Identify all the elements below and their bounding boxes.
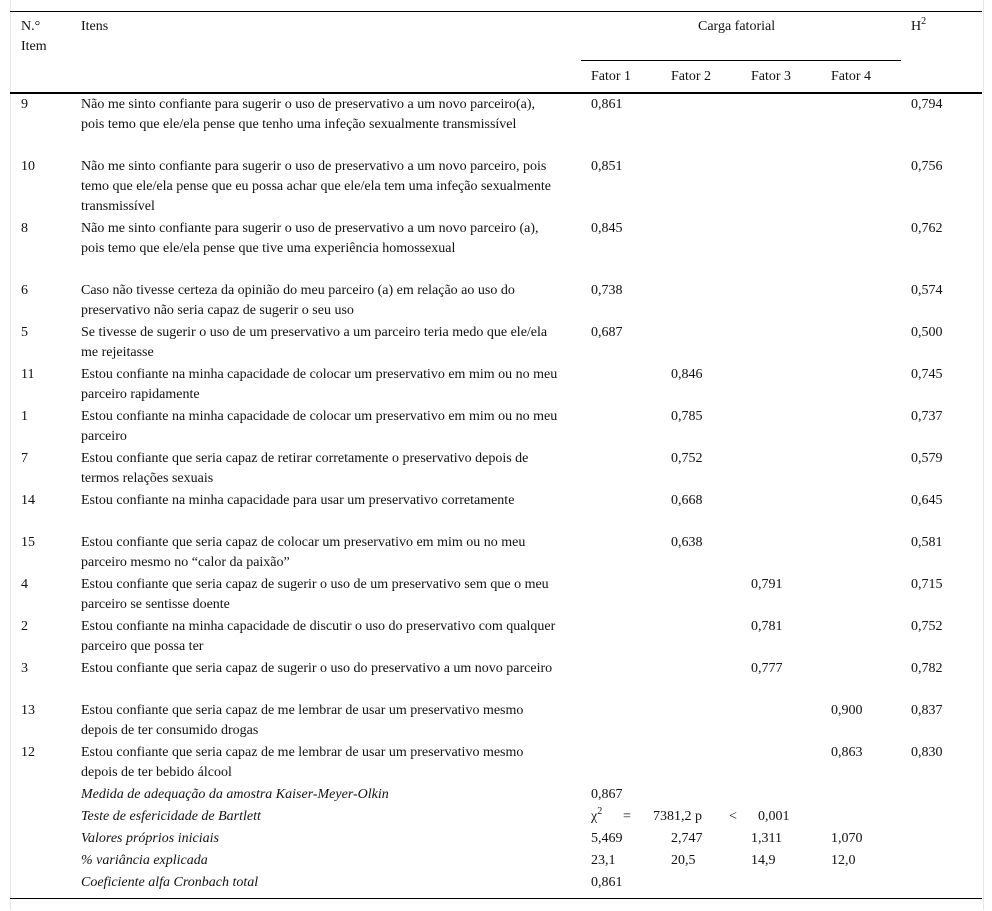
row-item-text: Não me sinto confiante para sugerir o uso de preservativo a um novo parceiro, pois temo que ele/ela pense que eu possa achar que ele/ela tem uma infeção sexualmente transmissível xyxy=(81,159,551,214)
row-h2: 0,782 xyxy=(911,661,943,676)
row-item-text: Não me sinto confiante para sugerir o uso de preservativo a um novo parceiro (a), pois temo que ele/ela pense que tive uma experiência homossexual xyxy=(81,221,539,256)
row-number: 15 xyxy=(21,535,35,550)
header-items: Itens xyxy=(81,19,109,34)
bartlett-chi xyxy=(591,807,602,827)
row-number: 4 xyxy=(21,577,28,592)
row-number: 10 xyxy=(21,159,35,174)
row-h2: 0,830 xyxy=(911,745,943,760)
header-fator-4: Fator 4 xyxy=(831,69,872,84)
bartlett-label: Teste de esfericidade de Bartlett xyxy=(81,809,261,824)
eigen-f1: 5,469 xyxy=(591,831,623,846)
row-number: 1 xyxy=(21,409,28,424)
row-h2: 0,794 xyxy=(911,97,943,112)
row-item-text: Caso não tivesse certeza da opinião do meu parceiro (a) em relação ao uso do preservativo não seria capaz de sugerir o seu uso xyxy=(81,283,515,318)
row-item-text: Estou confiante que seria capaz de retirar corretamente o preservativo depois de termos relações sexuais xyxy=(81,451,529,486)
kmo-label: Medida de adequação da amostra Kaiser-Meyer-Olkin xyxy=(81,787,389,802)
row-fator-2: 0,668 xyxy=(671,493,703,508)
row-item-text: Estou confiante que seria capaz de sugerir o uso do preservativo a um novo parceiro xyxy=(81,661,553,676)
variance-f1: 23,1 xyxy=(591,853,616,868)
row-fator-2: 0,638 xyxy=(671,535,703,550)
header-num-2: Item xyxy=(21,39,47,54)
row-h2: 0,645 xyxy=(911,493,943,508)
row-number: 11 xyxy=(21,367,35,382)
row-h2: 0,581 xyxy=(911,535,943,550)
row-fator-3: 0,777 xyxy=(751,661,783,676)
eigen-f2: 2,747 xyxy=(671,831,703,846)
header-fator-1: Fator 1 xyxy=(591,69,632,84)
row-item-text: Estou confiante na minha capacidade de discutir o uso do preservativo com qualquer parceiro que possa ter xyxy=(81,619,556,654)
bartlett-lt: < xyxy=(729,809,737,824)
row-number: 2 xyxy=(21,619,28,634)
row-number: 13 xyxy=(21,703,35,718)
row-h2: 0,574 xyxy=(911,283,943,298)
top-rule xyxy=(10,11,982,12)
variance-label: % variância explicada xyxy=(81,853,208,868)
header-rule xyxy=(10,92,982,94)
row-h2: 0,745 xyxy=(911,367,943,382)
eigen-label: Valores próprios iniciais xyxy=(81,831,219,846)
row-fator-1: 0,861 xyxy=(591,97,623,112)
row-fator-1: 0,851 xyxy=(591,159,623,174)
row-item-text: Estou confiante que seria capaz de colocar um preservativo em mim ou no meu parceiro mesmo no “calor da paixão” xyxy=(81,535,526,570)
row-fator-1: 0,738 xyxy=(591,283,623,298)
row-h2: 0,737 xyxy=(911,409,943,424)
row-number: 14 xyxy=(21,493,35,508)
row-item-text: Estou confiante que seria capaz de sugerir o uso de um preservativo sem que o meu parceiro se sentisse doente xyxy=(81,577,549,612)
row-fator-4: 0,900 xyxy=(831,703,863,718)
row-h2: 0,762 xyxy=(911,221,943,236)
header-h2-sup: 2 xyxy=(921,16,927,27)
variance-f3: 14,9 xyxy=(751,853,776,868)
row-number: 12 xyxy=(21,745,35,760)
row-number: 6 xyxy=(21,283,28,298)
row-fator-3: 0,781 xyxy=(751,619,783,634)
row-fator-2: 0,846 xyxy=(671,367,703,382)
bartlett-p: 0,001 xyxy=(758,809,790,824)
header-carga: Carga fatorial xyxy=(698,19,776,34)
row-h2: 0,752 xyxy=(911,619,943,634)
header-fator-3: Fator 3 xyxy=(751,69,792,84)
variance-f2: 20,5 xyxy=(671,853,696,868)
chi-symbol: χ xyxy=(591,809,598,824)
header-h2 xyxy=(911,17,926,37)
chi-sup: 2 xyxy=(597,806,603,817)
eigen-f4: 1,070 xyxy=(831,831,863,846)
bottom-rule xyxy=(10,898,982,899)
row-h2: 0,715 xyxy=(911,577,943,592)
row-fator-1: 0,845 xyxy=(591,221,623,236)
row-number: 5 xyxy=(21,325,28,340)
bartlett-value: 7381,2 p xyxy=(653,809,702,824)
row-h2: 0,837 xyxy=(911,703,943,718)
row-h2: 0,756 xyxy=(911,159,943,174)
header-h2-base: H xyxy=(911,19,922,34)
row-fator-4: 0,863 xyxy=(831,745,863,760)
row-number: 9 xyxy=(21,97,28,112)
row-h2: 0,579 xyxy=(911,451,943,466)
row-h2: 0,500 xyxy=(911,325,943,340)
header-fator-2: Fator 2 xyxy=(671,69,712,84)
row-fator-3: 0,791 xyxy=(751,577,783,592)
row-item-text: Se tivesse de sugerir o uso de um preservativo a um parceiro teria medo que ele/ela me rejeitasse xyxy=(81,325,548,360)
row-fator-2: 0,752 xyxy=(671,451,703,466)
alpha-label: Coeficiente alfa Cronbach total xyxy=(81,875,259,890)
carga-rule xyxy=(581,60,901,61)
eigen-f3: 1,311 xyxy=(751,831,782,846)
bartlett-eq: = xyxy=(623,809,631,824)
row-item-text: Estou confiante na minha capacidade de colocar um preservativo em mim ou no meu parceiro xyxy=(81,409,558,444)
row-item-text: Não me sinto confiante para sugerir o uso de preservativo a um novo parceiro(a), pois temo que ele/ela pense que tenho uma infeção sexualmente transmissível xyxy=(81,97,536,132)
alpha-value: 0,861 xyxy=(591,875,623,890)
row-item-text: Estou confiante na minha capacidade de colocar um preservativo em mim ou no meu parceiro rapidamente xyxy=(81,367,558,402)
row-fator-1: 0,687 xyxy=(591,325,623,340)
row-number: 3 xyxy=(21,661,28,676)
row-fator-2: 0,785 xyxy=(671,409,703,424)
row-item-text: Estou confiante na minha capacidade para usar um preservativo corretamente xyxy=(81,493,515,508)
kmo-value: 0,867 xyxy=(591,787,623,802)
row-item-text: Estou confiante que seria capaz de me lembrar de usar um preservativo mesmo depois de ter bebido álcool xyxy=(81,745,524,780)
row-number: 7 xyxy=(21,451,28,466)
variance-f4: 12,0 xyxy=(831,853,856,868)
header-num-1: N.° xyxy=(21,19,41,34)
row-item-text: Estou confiante que seria capaz de me lembrar de usar um preservativo mesmo depois de ter consumido drogas xyxy=(81,703,524,738)
row-number: 8 xyxy=(21,221,28,236)
